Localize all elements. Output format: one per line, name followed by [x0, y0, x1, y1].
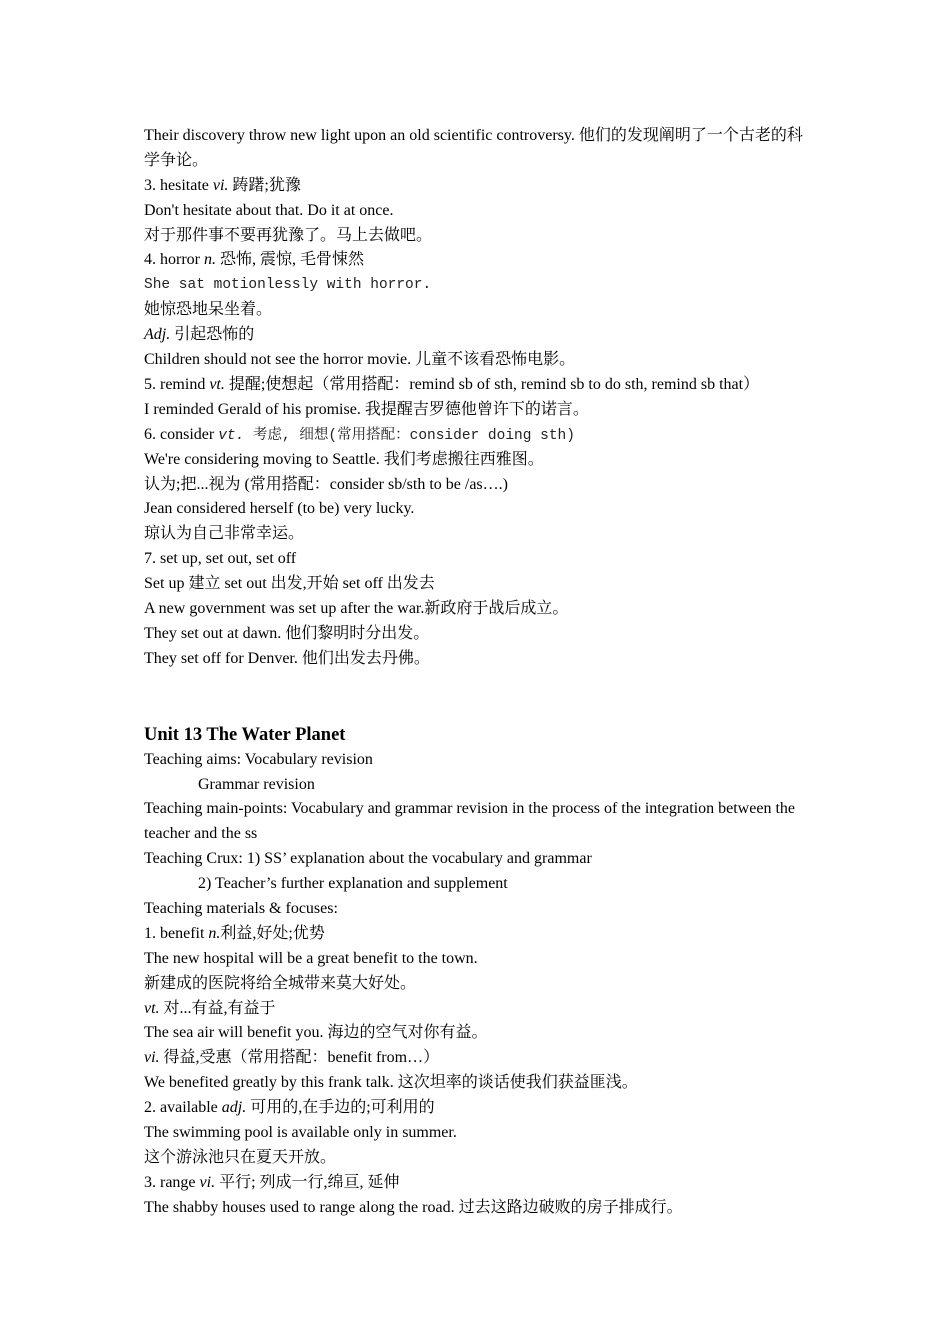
vocab-benefit-vt: vt. 对...有益,有益于 [144, 999, 276, 1017]
definition-line: Set up 建立 set out 出发,开始 set off 出发去 [144, 575, 435, 593]
example-line: The sea air will benefit you. 海边的空气对你有益。 [144, 1024, 488, 1042]
example-line: Jean considered herself (to be) very lucky. [144, 500, 415, 518]
example-line: We're considering moving to Seattle. 我们考虑搬往西雅图。 [144, 450, 544, 468]
example-line: We benefited greatly by this frank talk. 这次坦率的谈话使我们获益匪浅。 [144, 1074, 638, 1092]
example-line: 琼认为自己非常幸运。 [144, 525, 305, 543]
example-line: I reminded Gerald of his promise. 我提醒吉罗德他曾许下的诺言。 [144, 400, 589, 418]
example-line: She sat motionlessly with horror. [144, 277, 432, 294]
example-line: 新建成的医院将给全城带来莫大好处。 [144, 974, 417, 992]
vocab-horror: 4. horror n. 恐怖, 震惊, 毛骨悚然 [144, 251, 364, 269]
definition-line: 认为;把...视为 (常用搭配：consider sb/sth to be /as….) [144, 475, 508, 493]
teaching-crux: Teaching Crux: 1) SS’ explanation about the vocabulary and grammar [144, 850, 592, 868]
vocab-remind: 5. remind vt. 提醒;使想起（常用搭配：remind sb of sth, remind sb to do sth, remind sb that） [144, 375, 760, 393]
example-line: They set off for Denver. 他们出发去丹佛。 [144, 649, 430, 667]
example-line: A new government was set up after the war.新政府于战后成立。 [144, 599, 569, 617]
vocab-horror-adj: Adj. 引起恐怖的 [144, 326, 255, 344]
example-line: 她惊恐地呆坐着。 [144, 301, 273, 319]
teaching-materials: Teaching materials & focuses: [144, 900, 338, 917]
teaching-main-points: Teaching main-points: Vocabulary and grammar revision in the process of the integration between the teacher and the ss [144, 800, 795, 843]
vocab-available: 2. available adj. 可用的,在手边的;可利用的 [144, 1099, 435, 1117]
vocab-benefit: 1. benefit n.利益,好处;优势 [144, 924, 325, 942]
vocab-set-up: 7. set up, set out, set off [144, 550, 297, 568]
document-page [144, 124, 814, 1221]
vocab-range: 3. range vi. 平行; 列成一行,绵亘, 延伸 [144, 1173, 400, 1191]
example-line: The swimming pool is available only in summer. [144, 1124, 457, 1142]
unit-title: Unit 13 The Water Planet [144, 724, 346, 745]
vocab-consider: 6. consider vt. 考虑, 细想(常用搭配：consider doing sth) [144, 425, 575, 444]
example-line: They set out at dawn. 他们黎明时分出发。 [144, 624, 430, 642]
vocab-benefit-vi: vi. 得益,受惠（常用搭配：benefit from…） [144, 1049, 440, 1067]
example-line: The shabby houses used to range along the road. 过去这路边破败的房子排成行。 [144, 1198, 683, 1216]
teaching-aims-2: Grammar revision [198, 775, 315, 793]
vocab-hesitate: 3. hesitate vi. 踌躇;犹豫 [144, 176, 301, 194]
example-line: The new hospital will be a great benefit to the town. [144, 949, 478, 967]
example-line: 对于那件事不要再犹豫了。马上去做吧。 [144, 226, 433, 244]
example-line: Don't hesitate about that. Do it at once. [144, 201, 394, 219]
example-line: Children should not see the horror movie. 儿童不该看恐怖电影。 [144, 351, 576, 369]
teaching-aims: Teaching aims: Vocabulary revision [144, 750, 373, 768]
teaching-crux-2: 2) Teacher’s further explanation and supplement [198, 875, 508, 893]
text-line: Their discovery throw new light upon an old scientific controversy. 他们的发现阐明了一个古老的科学争论。 [144, 127, 803, 169]
example-line: 这个游泳池只在夏天开放。 [144, 1148, 337, 1166]
